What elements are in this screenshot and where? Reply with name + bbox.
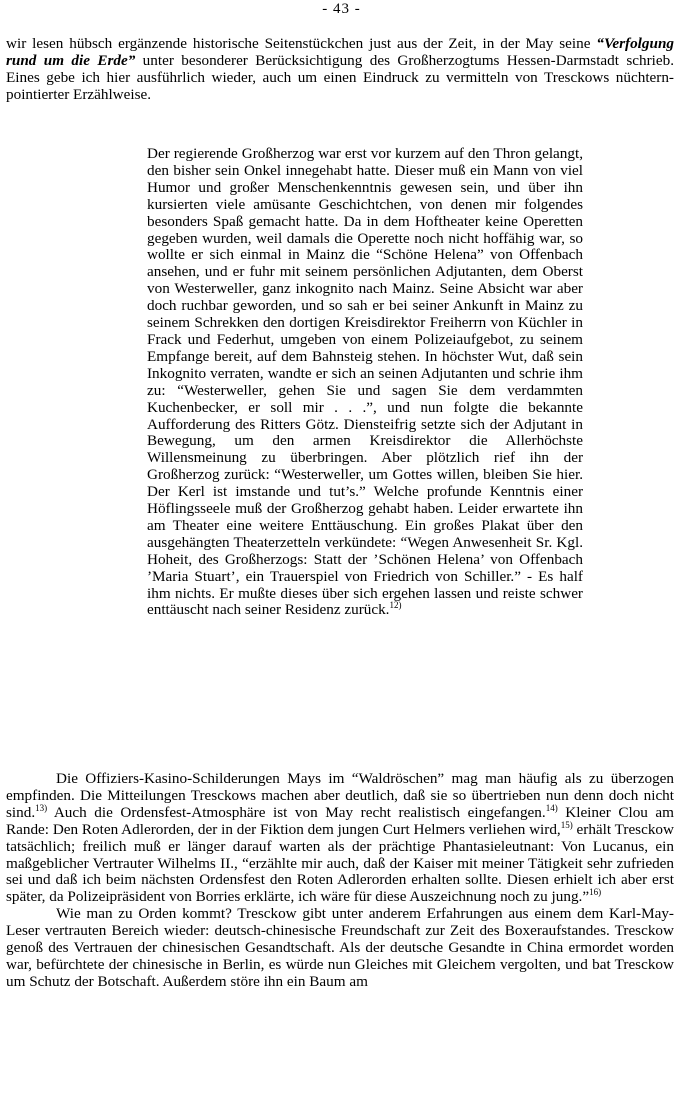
- para1-text-d: erhält Tresckow tatsächlich; freilich muß er länger darauf warten als der prächtige Phantasieleutnant: Von Lucanus, ein maßgeblicher Vertrauter Wilhelms II., “erzählte mir auch, daß der Kaiser mit meiner Tätigkeit sehr zufrieden sei und daß ich beim nächsten Ordensfest den Roten Adlerorden erhalten sollte. Diesen erhielt ich aber erst später, da Polizeipräsident von Borries erklärte, ich wäre für diese Auszeichnung noch zu jung.”: [6, 820, 674, 906]
- para1-text-a: Die Offiziers-Kasino-Schilderungen Mays im “Waldröschen” mag man häufig als zu überzogen empfinden. Die Mitteilungen Tresckows machen aber deutlich, daß sie so übertrieben nun denn doch nicht sind.: [6, 770, 674, 821]
- quote-text: Der regierende Großherzog war erst vor kurzem auf den Thron gelangt, den bisher sein Onkel innegehabt hatte. Dieser muß ein Mann von viel Humor und großer Menschenkenntnis gewesen sein, und über ihn kursierten viele amüsante Geschichtchen, von denen mir folgendes besonders Spaß gemacht hatte. Da in dem Hoftheater keine Operetten gegeben wurden, weil damals die Operette noch nicht hoffähig war, so wollte er sich einmal in Mainz die “Schöne Helena” von Offenbach ansehen, und er fuhr mit seinem persönlichen Adjutanten, dem Oberst von Westerweller, ganz inkognito nach Mainz. Seine Absicht war aber doch ruchbar geworden, und so sah er bei seiner Ankunft in Mainz zu seinem Schrekken den dortigen Kreisdirektor Freiherrn von Küchler in Frack und Federhut, umgeben von einem Polizeiaufgebot, zu seinem Empfange bereit, auf dem Bahnsteig stehen. In höchster Wut, daß sein Inkognito verraten, wandte er sich an seinen Adjutanten und schrie ihm zu: “Westerweller, gehen Sie und sagen Sie dem verdammten Kuchenbecker, er soll mir . . .”, und nun folgte die bekannte Aufforderung des Ritters Götz. Diensteifrig setzte sich der Adjutant in Bewegung, um den armen Kreisdirektor die Allerhöchste Willensmeinung zu überbringen. Aber plötzlich rief ihn der Großherzog zurück: “Westerweller, um Gottes willen, bleiben Sie hier. Der Kerl ist imstande und tut’s.” Welche profunde Kenntnis einer Höflingsseele muß der Großherzog gehabt haben. Leider erwartete ihn am Theater eine weitere Enttäuschung. Ein großes Plakat über den ausgehängten Theaterzetteln verkündete: “Wegen Anwesenheit Sr. Kgl. Hoheit, des Großherzogs: Statt der ’Schönen Helena’ von Offenbach ’Maria Stuart’, ein Trauerspiel von Friedrich von Schiller.” - Es half ihm nichts. Er mußte dieses über sich ergehen lassen und reiste schwer enttäuscht nach seiner Residenz zurück.: [147, 145, 583, 619]
- intro-paragraph: [6, 36, 674, 104]
- footnote-marker-16: 16): [589, 887, 602, 898]
- footnote-marker-14: 14): [545, 802, 558, 813]
- block-quote: [147, 146, 583, 619]
- footnote-marker-15: 15): [560, 819, 573, 830]
- para1-text-c: Kleiner Clou am Rande: Den Roten Adlerorden, der in der Fiktion dem jungen Curt Helmers verliehen wird,: [6, 803, 674, 838]
- footnote-marker-13: 13): [35, 802, 48, 813]
- para1-text-b: Auch die Ordensfest-Atmosphäre ist von May recht realistisch eingefangen.: [47, 803, 546, 821]
- footnote-marker-12: 12): [389, 600, 402, 611]
- page-number: - 43 -: [322, 1, 361, 17]
- body-paragraph-1: [6, 771, 674, 906]
- intro-text-start: wir lesen hübsch ergänzende historische Seitenstückchen just aus der Zeit, in der May seine: [6, 35, 597, 52]
- book-title: “Verfolgung rund um die Erde”: [6, 35, 674, 69]
- body-text: [6, 771, 674, 991]
- intro-text-end: unter besonderer Berücksichtigung des Großherzogtums Hessen-Darmstadt schrieb. Eines gebe ich hier ausführlich wieder, auch um einen Eindruck zu vermitteln von Tresckows nüchtern-pointierter Erzählweise.: [6, 51, 674, 103]
- body-paragraph-2: Wie man zu Orden kommt? Tresckow gibt unter anderem Erfahrungen aus einem dem Karl-May-Leser vertrauten Bereich wieder: deutsch-chinesische Freundschaft zur Zeit des Boxeraufstandes. Tresckow genoß des Vertrauen der chinesischen Gesandtschaft. Als der deutsche Gesandte in China ermordet worden war, befürchtete der chinesische in Berlin, es würde nun Gleiches mit Gleichem vergolten, und bat Tresckow um Schutz der Botschaft. Außerdem störe ihn ein Baum am: [6, 905, 674, 990]
